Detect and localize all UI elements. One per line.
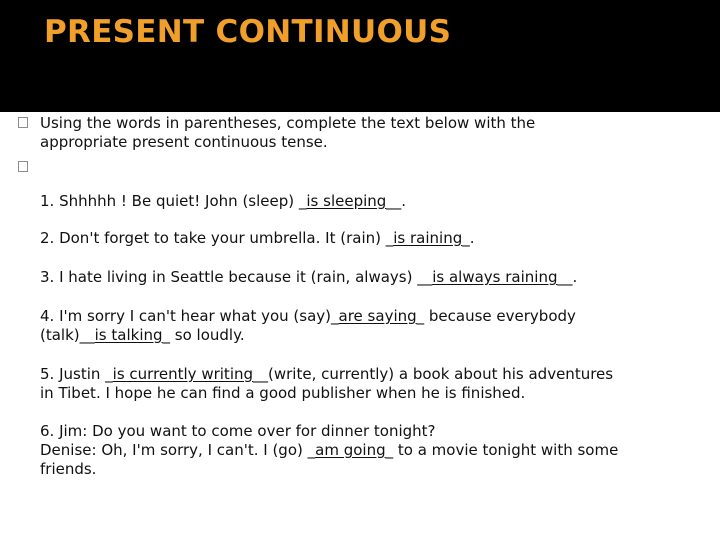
title-bar — [0, 0, 720, 112]
exercise-answer: is always raining — [432, 268, 558, 286]
bullet-box-icon — [18, 160, 32, 174]
exercise-text: __. — [557, 268, 578, 286]
exercise-answer: are saying — [338, 307, 417, 325]
exercise-text: 3. I hate living in Seattle because it (rain, always) __ — [40, 268, 433, 286]
exercise-text: 6. Jim: Do you want to come over for dinner tonight? Denise: Oh, I'm sorry, I can't. I (go) _ — [40, 422, 436, 459]
instruction-text: Using the words in parentheses, complete the text below with the appropriate present continuous tense. — [40, 114, 536, 151]
exercise-text: 5. Justin _ — [40, 365, 113, 383]
exercise-item-5 — [40, 365, 613, 403]
exercise-answer: is raining — [393, 229, 463, 247]
exercise-answer: is talking — [94, 326, 163, 344]
exercise-text: __. — [386, 192, 407, 210]
exercise-text: _ to a movie tonight with some friends. — [40, 441, 619, 478]
exercise-item-6 — [40, 422, 618, 479]
bullet-box-icon — [18, 116, 32, 130]
exercise-text: __(write, currently) a book about his adventures in Tibet. I hope he can find a good publisher when he is finished. — [40, 365, 614, 402]
exercise-text: _ so loudly. — [162, 326, 245, 344]
exercise-text: _. — [462, 229, 475, 247]
exercise-text: 1. Shhhhh ! Be quiet! John (sleep) _ — [40, 192, 307, 210]
exercise-answer: is currently writing — [112, 365, 254, 383]
slide-title: PRESENT CONTINUOUS — [44, 14, 452, 50]
exercise-text: 2. Don't forget to take your umbrella. It (rain) _ — [40, 229, 394, 247]
exercise-text: 4. I'm sorry I can't hear what you (say)_ — [40, 307, 339, 325]
exercise-text: _ because everybody (talk)__ — [40, 307, 576, 344]
exercise-answer: is sleeping — [306, 192, 387, 210]
exercise-item-2 — [40, 229, 475, 248]
exercise-answer: am going — [315, 441, 386, 459]
exercise-item-3 — [40, 268, 577, 287]
exercise-item-4 — [40, 307, 576, 345]
exercise-item-1 — [40, 192, 406, 211]
